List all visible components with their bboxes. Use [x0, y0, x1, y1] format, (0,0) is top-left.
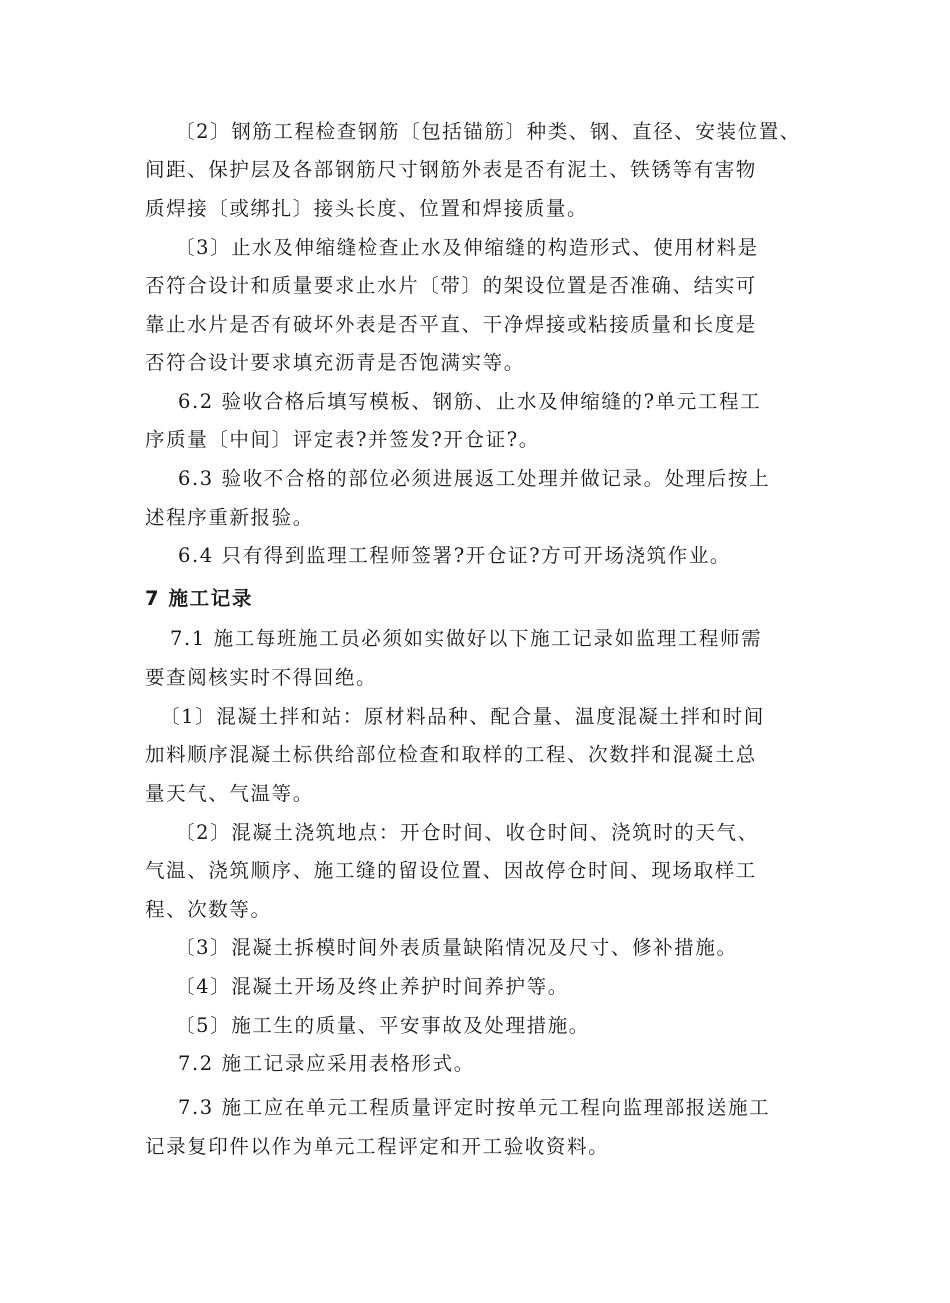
body-text-line: 气温、浇筑顺序、施工缝的留设位置、因故停仓时间、现场取样工	[145, 859, 757, 882]
body-text-line: 述程序重新报验。	[145, 506, 314, 529]
body-text-line: 〔3〕止水及伸缩缝检查止水及伸缩缝的构造形式、使用材料是	[175, 236, 759, 259]
body-text-line: 要查阅核实时不得回绝。	[145, 666, 378, 689]
body-text-line: 6.3 验收不合格的部位必须进展返工处理并做记录。处理后按上	[178, 467, 771, 490]
body-text-line: 6.2 验收合格后填写模板、钢筋、止水及伸缩缝的?单元工程工	[178, 390, 762, 413]
body-text-line: 加料顺序混凝土标供给部位检查和取样的工程、次数拌和混凝土总	[145, 743, 757, 766]
body-text-line: 〔2〕混凝土浇筑地点：开仓时间、收仓时间、浇筑时的天气、	[175, 821, 759, 844]
body-text-line: 7.2 施工记录应采用表格形式。	[178, 1052, 475, 1075]
body-text-line: 〔3〕混凝土拆模时间外表质量缺陷情况及尺寸、修补措施。	[175, 936, 738, 959]
body-text-line: 靠止水片是否有破坏外表是否平直、干净焊接或粘接质量和长度是	[145, 313, 757, 336]
body-text-line: 程、次数等。	[145, 898, 272, 921]
body-text-line: 〔5〕施工生的质量、平安事故及处理措施。	[175, 1014, 590, 1037]
body-text-line: 6.4 只有得到监理工程师签署?开仓证?方可开场浇筑作业。	[178, 544, 732, 567]
body-text-line: 否符合设计和质量要求止水片〔带〕的架设位置是否准确、结实可	[145, 274, 757, 297]
body-text-line: 7.3 施工应在单元工程质量评定时按单元工程向监理部报送施工	[178, 1096, 771, 1119]
body-text-line: 7.1 施工每班施工员必须如实做好以下施工记录如监理工程师需	[170, 627, 763, 650]
body-text-line: 〔1〕混凝土拌和站：原材料品种、配合量、温度混凝土拌和时间	[160, 705, 765, 728]
body-text-line: 记录复印件以作为单元工程评定和开工验收资料。	[145, 1135, 610, 1158]
section-heading: 7 施工记录	[145, 587, 253, 610]
body-text-line: 间距、保护层及各部钢筋尺寸钢筋外表是否有泥土、铁锈等有害物	[145, 158, 757, 181]
body-text-line: 量天气、气温等。	[145, 782, 314, 805]
body-text-line: 〔4〕混凝土开场及终止养护时间养护等。	[175, 975, 569, 998]
body-text-line: 〔2〕钢筋工程检查钢筋〔包括锚筋〕种类、钢、直径、安装位置、	[175, 120, 801, 143]
body-text-line: 否符合设计要求填充沥青是否饱满实等。	[145, 351, 525, 374]
body-text-line: 质焊接〔或绑扎〕接头长度、位置和焊接质量。	[145, 197, 589, 220]
body-text-line: 序质量〔中间〕评定表?并签发?开仓证?。	[145, 428, 540, 451]
